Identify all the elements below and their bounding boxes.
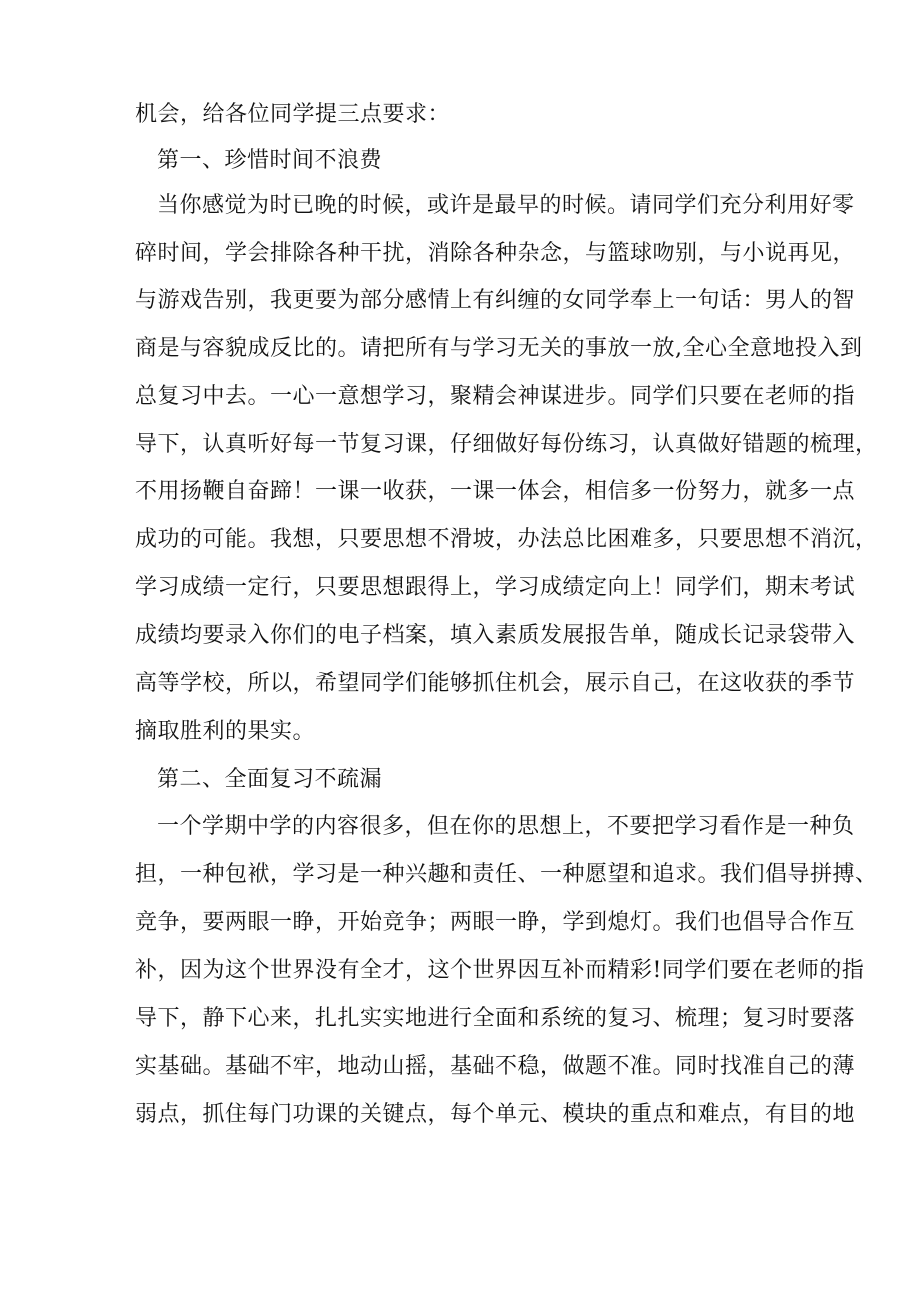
text-line: 担，一种包袱，学习是一种兴趣和责任、一种愿望和追求。我们倡导拼搏、	[135, 862, 878, 887]
text-line: 摘取胜利的果实。	[135, 719, 316, 744]
text-line: 导下，静下心来，扎扎实实地进行全面和系统的复习、梳理；复习时要落	[135, 1006, 856, 1031]
text-line: 与游戏告别，我更要为部分感情上有纠缠的女同学奉上一句话：男人的智	[135, 288, 856, 313]
text-line: 学习成绩一定行，只要思想跟得上，学习成绩定向上！同学们，期末考试	[135, 575, 856, 600]
section-heading: 第一、珍惜时间不浪费	[157, 148, 383, 173]
section-heading: 第二、全面复习不疏漏	[157, 767, 383, 792]
text-line: 补，因为这个世界没有全才，这个世界因互补而精彩!同学们要在老师的指	[135, 958, 865, 983]
text-line: 导下，认真听好每一节复习课，仔细做好每份练习，认真做好错题的梳理，	[135, 432, 878, 457]
text-line: 弱点，抓住每门功课的关键点，每个单元、模块的重点和难点，有目的地	[135, 1102, 856, 1127]
text-line: 实基础。基础不牢，地动山摇，基础不稳，做题不准。同时找准自己的薄	[135, 1054, 856, 1079]
text-line: 成绩均要录入你们的电子档案，填入素质发展报告单，随成长记录袋带入	[135, 623, 856, 648]
text-line: 碎时间，学会排除各种干扰，消除各种杂念，与篮球吻别，与小说再见，	[135, 241, 856, 266]
text-line: 总复习中去。一心一意想学习，聚精会神谋进步。同学们只要在老师的指	[135, 384, 856, 409]
text-line: 成功的可能。我想，只要思想不滑坡，办法总比困难多，只要思想不消沉，	[135, 527, 878, 552]
text-line: 当你感觉为时已晚的时候，或许是最早的时候。请同学们充分利用好零	[157, 193, 855, 218]
text-line: 竞争，要两眼一睁，开始竞争；两眼一睁，学到熄灯。我们也倡导合作互	[135, 910, 856, 935]
text-line: 机会，给各位同学提三点要求：	[135, 102, 451, 127]
text-line: 商是与容貌成反比的。请把所有与学习无关的事放一放,全心全意地投入到	[135, 336, 863, 361]
text-line: 一个学期中学的内容很多，但在你的思想上，不要把学习看作是一种负	[157, 814, 855, 839]
text-line: 高等学校，所以，希望同学们能够抓住机会，展示自己，在这收获的季节	[135, 671, 856, 696]
text-line: 不用扬鞭自奋蹄！一课一收获，一课一体会，相信多一份努力，就多一点	[135, 479, 856, 504]
